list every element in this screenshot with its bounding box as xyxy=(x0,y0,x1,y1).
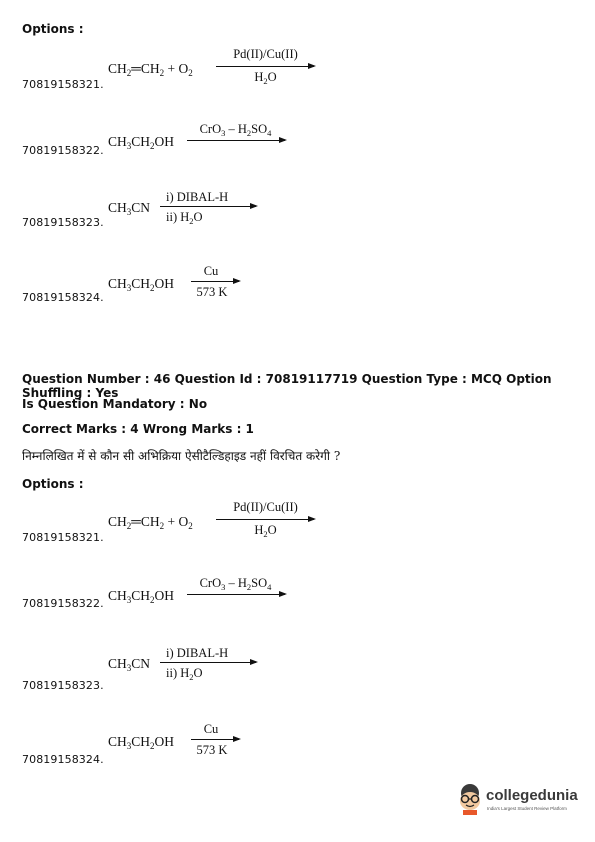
reaction-condition-below: 573 K xyxy=(196,285,228,299)
reaction-condition-above: Cu xyxy=(203,722,219,736)
reaction-condition-above: $CrO_3 - H_2SO_4$ xyxy=(199,122,272,138)
reaction-condition-above: i) DIBAL-H xyxy=(166,646,229,660)
question-header: Question Number : 46 Question Id : 70819117719 Question Type : MCQ Option Shuffling : Yes xyxy=(22,372,552,400)
option-id: 70819158322. xyxy=(22,597,104,610)
question-text: निम्नलिखित में से कौन सी अभिक्रिया ऐसीटैल्डिहाइड नहीं विरचित करेगी ? xyxy=(22,449,341,463)
reaction-arrow xyxy=(216,66,314,67)
reaction-condition-below: ii) $H_2O$ xyxy=(166,666,203,682)
reaction-condition-above: Pd(II)/Cu(II) xyxy=(233,500,298,514)
reaction-arrow xyxy=(160,662,256,663)
option-id: 70819158321. xyxy=(22,78,104,91)
options-label: Options : xyxy=(22,22,84,36)
reaction-condition-below: ii) $H_2O$ xyxy=(166,210,203,226)
reaction-reactant: $CH_3CH_2OH$ xyxy=(108,734,175,751)
reaction-condition-above: Cu xyxy=(203,264,219,278)
reaction-arrow xyxy=(216,519,314,520)
question-mandatory: Is Question Mandatory : No xyxy=(22,397,208,411)
reaction-reactant: $CH_2═CH_2 + O_2$ xyxy=(108,61,193,78)
question-marks: Correct Marks : 4 Wrong Marks : 1 xyxy=(22,422,254,436)
option-id: 70819158321. xyxy=(22,531,104,544)
reaction-reactant: $CH_3CH_2OH$ xyxy=(108,134,175,151)
reaction-condition-below: $H_2O$ xyxy=(254,70,277,86)
reaction-arrow xyxy=(191,281,239,282)
option-id: 70819158322. xyxy=(22,144,104,157)
option-id: 70819158324. xyxy=(22,753,104,766)
reaction-arrow xyxy=(191,739,239,740)
reaction-condition-above: i) DIBAL-H xyxy=(166,190,229,204)
reaction-reactant: $CH_3CH_2OH$ xyxy=(108,588,175,605)
logo-name: collegedunia xyxy=(486,787,578,804)
reaction-condition-above: $CrO_3 - H_2SO_4$ xyxy=(199,576,272,592)
reaction-condition-below: $H_2O$ xyxy=(254,523,277,539)
collegedunia-logo xyxy=(455,783,580,817)
option-id: 70819158323. xyxy=(22,679,104,692)
reaction-condition-below: 573 K xyxy=(196,743,228,757)
reaction-reactant: $CH_3CH_2OH$ xyxy=(108,276,175,293)
reaction-condition-above: Pd(II)/Cu(II) xyxy=(233,47,298,61)
option-id: 70819158323. xyxy=(22,216,104,229)
reaction-arrow xyxy=(187,140,285,141)
reaction-reactant: $CH_3CN$ xyxy=(108,200,151,217)
reaction-arrow xyxy=(160,206,256,207)
reaction-arrow xyxy=(187,594,285,595)
reaction-reactant: $CH_3CN$ xyxy=(108,656,151,673)
logo-tagline: India's Largest Student Review Platform xyxy=(487,806,567,811)
mascot-icon xyxy=(455,783,485,815)
reaction-reactant: $CH_2═CH_2 + O_2$ xyxy=(108,514,193,531)
option-id: 70819158324. xyxy=(22,291,104,304)
options-label: Options : xyxy=(22,477,84,491)
